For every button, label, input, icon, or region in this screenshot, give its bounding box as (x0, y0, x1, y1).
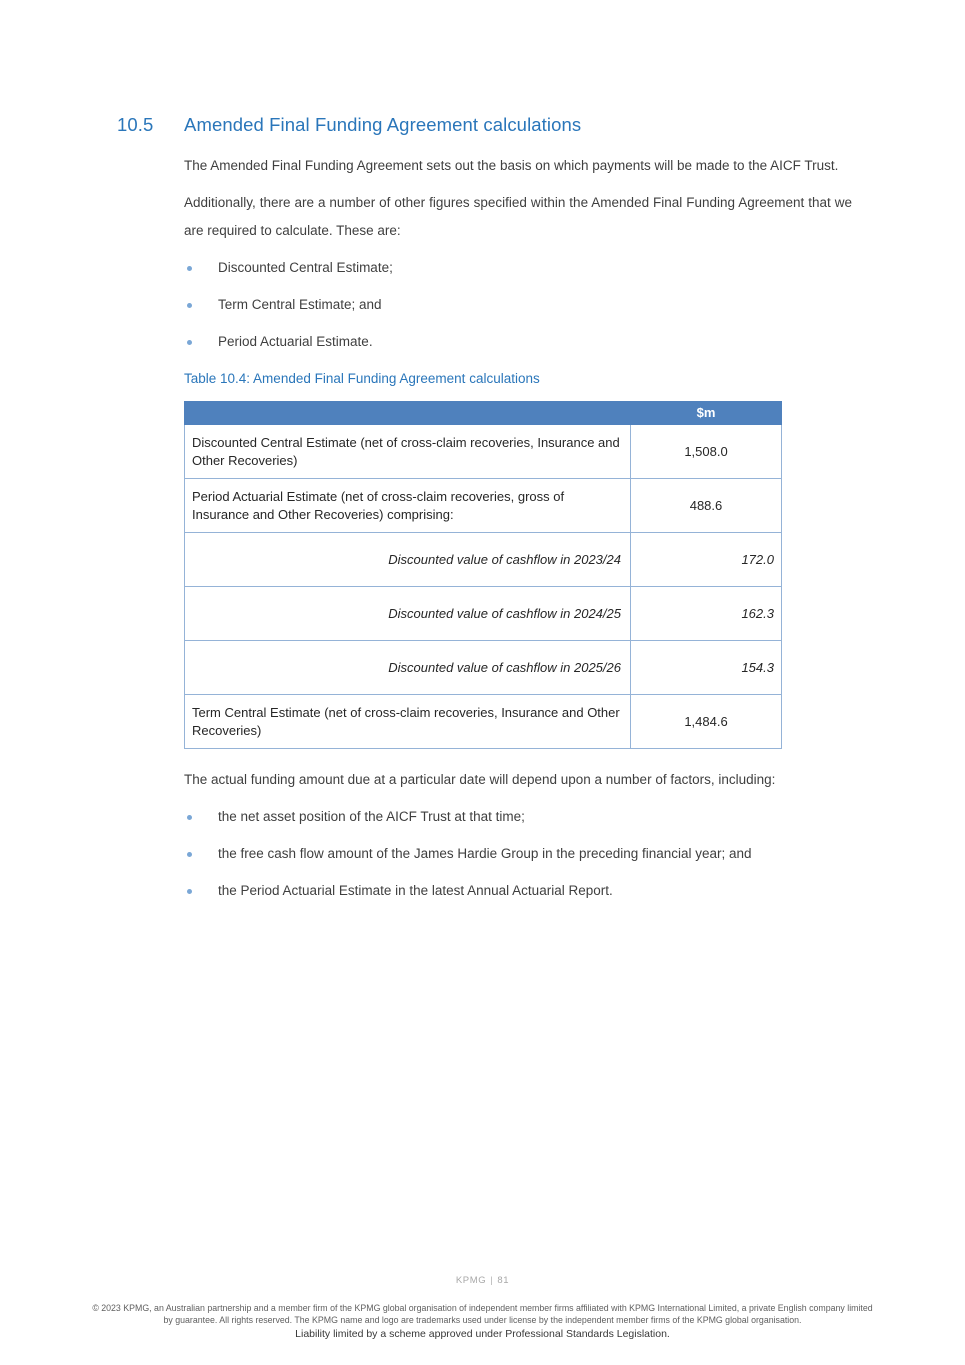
table-row-value: 172.0 (631, 533, 782, 587)
table-row-value: 1,508.0 (631, 425, 782, 479)
table-row-label: Discounted value of cashflow in 2025/26 (185, 641, 631, 695)
footer-copyright: © 2023 KPMG, an Australian partnership and a member firm of the KPMG global organisation of independent member firms affiliated with KPMG International Limited, a private English company limited by guarantee. All rights reserved. The KPMG name and logo are trademarks used under license by the independent member firms of the KPMG global organisation. (92, 1303, 873, 1325)
footer-page-number: 81 (497, 1275, 510, 1286)
bullet-icon (187, 852, 192, 857)
table-row-value: 154.3 (631, 641, 782, 695)
funding-calculations-table (184, 401, 782, 749)
section-number: 10.5 (117, 114, 154, 135)
table-header-unit-cell: $m (631, 402, 782, 425)
estimate-item-label: Period Actuarial Estimate. (218, 334, 373, 349)
table-row (185, 695, 782, 749)
content-area (184, 152, 852, 914)
estimate-item (184, 254, 852, 282)
table-header-empty-cell (185, 402, 631, 425)
table-row (185, 587, 782, 641)
section-heading (117, 114, 877, 136)
bullet-icon (187, 889, 192, 894)
factor-item-label: the free cash flow amount of the James Hardie Group in the preceding financial year; and (218, 846, 752, 861)
table-row-label: Period Actuarial Estimate (net of cross-claim recoveries, gross of Insurance and Other Recoveries) comprising: (185, 479, 631, 533)
estimate-item (184, 291, 852, 319)
bullet-list-factors (184, 803, 852, 905)
table-row-value: 1,484.6 (631, 695, 782, 749)
table-row-label: Discounted value of cashflow in 2023/24 (185, 533, 631, 587)
footer-separator: | (490, 1275, 494, 1286)
table-row (185, 479, 782, 533)
paragraph-intro-1: The Amended Final Funding Agreement sets out the basis on which payments will be made to the AICF Trust. (184, 158, 839, 173)
bullet-list-estimates (184, 254, 852, 356)
table-row-label: Discounted value of cashflow in 2024/25 (185, 587, 631, 641)
page-number-line (0, 1275, 965, 1286)
bullet-icon (187, 815, 192, 820)
factor-item (184, 803, 852, 831)
table-row (185, 425, 782, 479)
bullet-icon (187, 266, 192, 271)
section-title: Amended Final Funding Agreement calculations (184, 114, 582, 135)
bullet-icon (187, 340, 192, 345)
estimate-item-label: Term Central Estimate; and (218, 297, 382, 312)
footer-brand: KPMG (455, 1275, 487, 1286)
estimate-item (184, 328, 852, 356)
table-row-value: 162.3 (631, 587, 782, 641)
table-row-label: Term Central Estimate (net of cross-claim recoveries, Insurance and Other Recoveries) (185, 695, 631, 749)
bullet-icon (187, 303, 192, 308)
table-row (185, 533, 782, 587)
table-header-row (185, 402, 782, 425)
factor-item (184, 840, 852, 868)
table-row (185, 641, 782, 695)
estimate-item-label: Discounted Central Estimate; (218, 260, 393, 275)
factor-item-label: the Period Actuarial Estimate in the latest Annual Actuarial Report. (218, 883, 613, 898)
page-footer (0, 1275, 965, 1365)
factor-item (184, 877, 852, 905)
footer-liability: Liability limited by a scheme approved under Professional Standards Legislation. (295, 1328, 670, 1340)
table-row-value: 488.6 (631, 479, 782, 533)
paragraph-factors: The actual funding amount due at a particular date will depend upon a number of factors, including: (184, 772, 776, 787)
factor-item-label: the net asset position of the AICF Trust at that time; (218, 809, 525, 824)
paragraph-intro-2: Additionally, there are a number of other figures specified within the Amended Final Funding Agreement that we are required to calculate. These are: (184, 195, 852, 238)
table-row-label: Discounted Central Estimate (net of cross-claim recoveries, Insurance and Other Recoveries) (185, 425, 631, 479)
table-caption: Table 10.4: Amended Final Funding Agreement calculations (184, 371, 540, 386)
